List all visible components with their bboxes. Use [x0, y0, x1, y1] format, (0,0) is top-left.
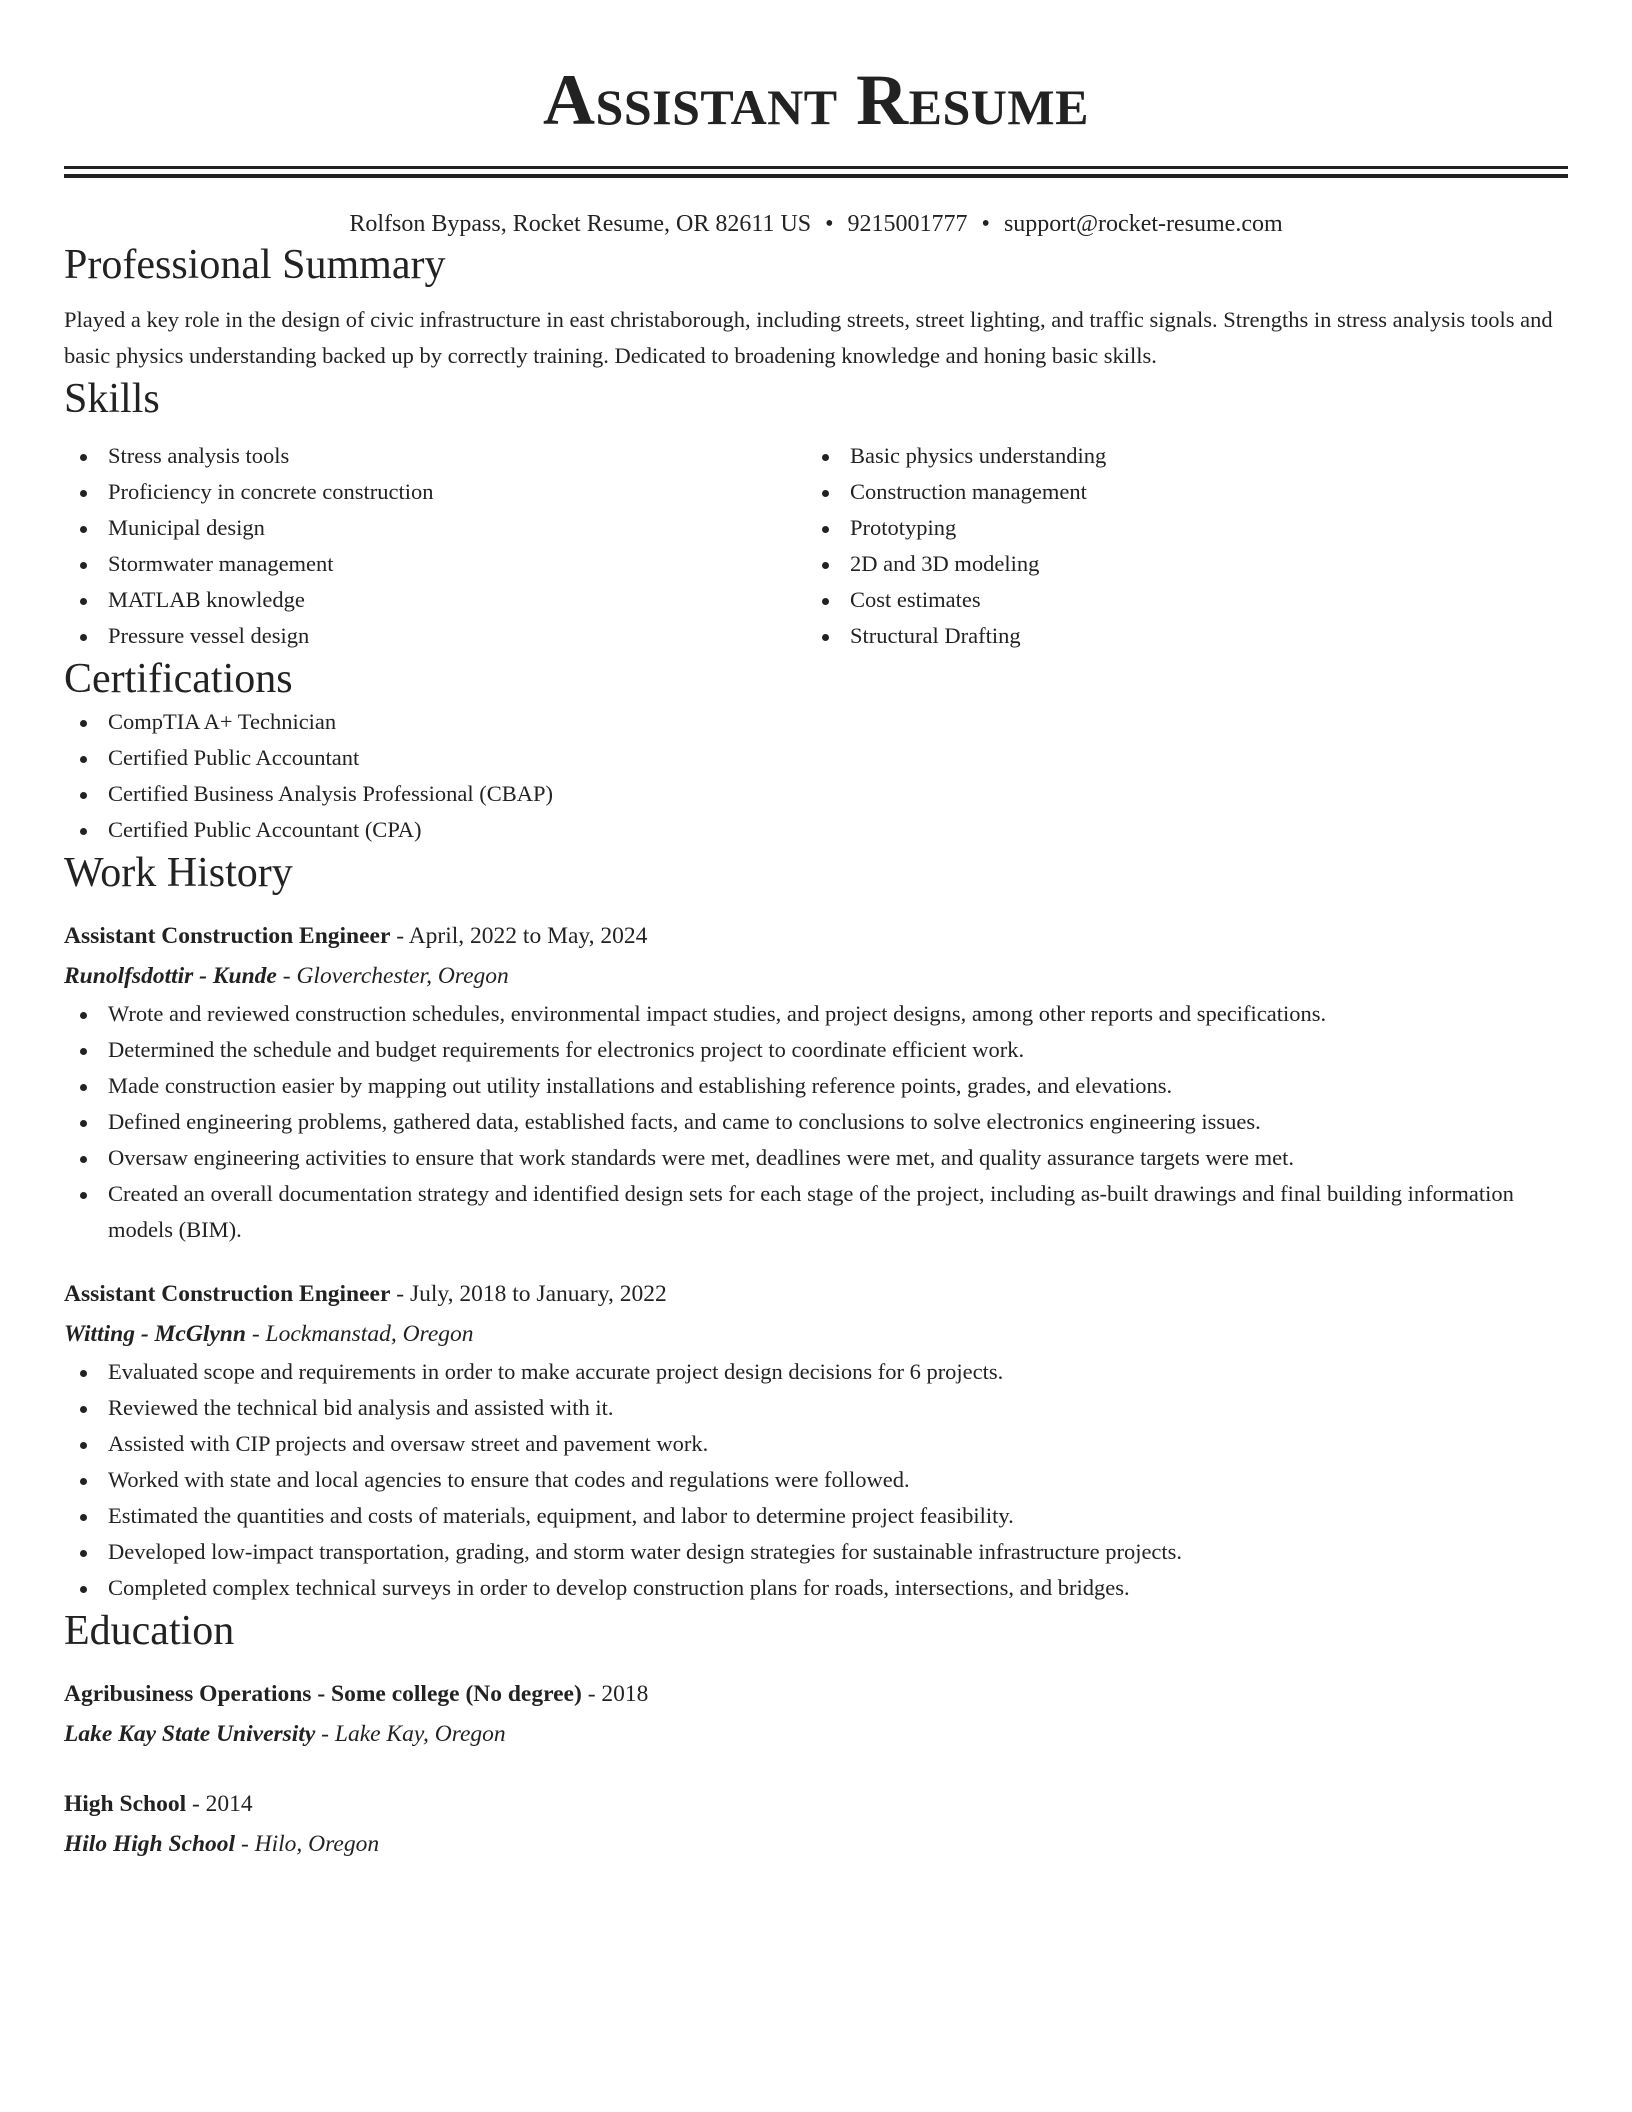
contact-separator: •: [825, 211, 834, 237]
education-location: - Lake Kay, Oregon: [315, 1721, 506, 1747]
job-title: Assistant Construction Engineer: [64, 1281, 391, 1307]
skill-item: Proficiency in concrete construction: [64, 474, 806, 510]
education-year: - 2014: [186, 1791, 253, 1817]
skill-item: Stress analysis tools: [64, 438, 806, 474]
summary-heading: Professional Summary: [64, 242, 446, 288]
contact-separator: •: [981, 211, 990, 237]
education-entry: [64, 1784, 1568, 1864]
skills-list: [64, 438, 1568, 654]
job-duty-item: Defined engineering problems, gathered data, established facts, and came to conclusions to solve electronics engineering issues.: [64, 1104, 1568, 1140]
job-location: - Lockmanstad, Oregon: [245, 1321, 474, 1347]
job-duty-item: Reviewed the technical bid analysis and assisted with it.: [64, 1390, 1568, 1426]
education-year: - 2018: [581, 1681, 649, 1707]
work-history-heading: Work History: [64, 850, 293, 896]
title-divider: [64, 166, 1568, 178]
job-title-line: [64, 1274, 1568, 1314]
resume-title: Assistant Resume: [543, 60, 1089, 140]
certification-item: Certified Public Accountant: [64, 740, 1568, 776]
skill-item: Cost estimates: [806, 582, 1548, 618]
skill-item: MATLAB knowledge: [64, 582, 806, 618]
skills-heading: Skills: [64, 376, 160, 422]
job-duty-item: Developed low-impact transportation, grading, and storm water design strategies for sustainable infrastructure projects.: [64, 1534, 1568, 1570]
education-heading: Education: [64, 1608, 235, 1654]
skill-item: Prototyping: [806, 510, 1548, 546]
contact-line: [64, 208, 1568, 240]
education-degree: High School: [64, 1791, 187, 1817]
job-dates: - July, 2018 to January, 2022: [390, 1281, 667, 1307]
job-title: Assistant Construction Engineer: [64, 923, 391, 949]
education-school: Lake Kay State University: [64, 1721, 316, 1747]
education-school-line: [64, 1714, 1568, 1754]
certification-item: Certified Business Analysis Professional (CBAP): [64, 776, 1568, 812]
job-duty-item: Created an overall documentation strategy and identified design sets for each stage of the project, including as-built drawings and final building information models (BIM).: [64, 1176, 1568, 1248]
certifications-list: [64, 704, 1568, 848]
education-degree: Agribusiness Operations - Some college (No degree): [64, 1681, 582, 1707]
education-degree-line: [64, 1784, 1568, 1824]
skills-column-left: [64, 438, 806, 654]
job-title-line: [64, 916, 1568, 956]
skill-item: Structural Drafting: [806, 618, 1548, 654]
job-duty-item: Completed complex technical surveys in order to develop construction plans for roads, intersections, and bridges.: [64, 1570, 1568, 1606]
job-company: Runolfsdottir - Kunde: [64, 963, 277, 989]
skill-item: Construction management: [806, 474, 1548, 510]
job-duty-item: Worked with state and local agencies to ensure that codes and regulations were followed.: [64, 1462, 1568, 1498]
education-school-line: [64, 1824, 1568, 1864]
certification-item: CompTIA A+ Technician: [64, 704, 1568, 740]
skill-item: Basic physics understanding: [806, 438, 1548, 474]
job-duty-item: Determined the schedule and budget requirements for electronics project to coordinate efficient work.: [64, 1032, 1568, 1068]
job-company-line: [64, 956, 1568, 996]
contact-email: support@rocket-resume.com: [1003, 211, 1283, 237]
contact-address: Rolfson Bypass, Rocket Resume, OR 82611 US: [349, 211, 812, 237]
skill-item: Municipal design: [64, 510, 806, 546]
skill-item: Pressure vessel design: [64, 618, 806, 654]
job-duty-item: Made construction easier by mapping out utility installations and establishing reference points, grades, and elevations.: [64, 1068, 1568, 1104]
job-duty-item: Estimated the quantities and costs of materials, equipment, and labor to determine project feasibility.: [64, 1498, 1568, 1534]
education-location: - Hilo, Oregon: [235, 1831, 380, 1857]
summary-text: Played a key role in the design of civic infrastructure in east christaborough, including streets, street lighting, and traffic signals. Strengths in stress analysis tools and basic physics understanding backed up by correctly training. Dedicated to broadening knowledge and honing basic skills.: [64, 307, 1553, 368]
job-duties-list: [64, 1354, 1568, 1606]
contact-phone: 9215001777: [847, 211, 968, 237]
job-duty-item: Assisted with CIP projects and oversaw street and pavement work.: [64, 1426, 1568, 1462]
job-entry: [64, 1274, 1568, 1606]
education-school: Hilo High School: [64, 1831, 236, 1857]
job-company-line: [64, 1314, 1568, 1354]
skill-item: 2D and 3D modeling: [806, 546, 1548, 582]
job-duty-item: Oversaw engineering activities to ensure that work standards were met, deadlines were met, and quality assurance targets were met.: [64, 1140, 1568, 1176]
certification-item: Certified Public Accountant (CPA): [64, 812, 1568, 848]
job-dates: - April, 2022 to May, 2024: [390, 923, 648, 949]
education-entry: [64, 1674, 1568, 1754]
job-duty-item: Evaluated scope and requirements in order to make accurate project design decisions for 6 projects.: [64, 1354, 1568, 1390]
skill-item: Stormwater management: [64, 546, 806, 582]
job-duty-item: Wrote and reviewed construction schedules, environmental impact studies, and project designs, among other reports and specifications.: [64, 996, 1568, 1032]
job-entry: [64, 916, 1568, 1248]
education-degree-line: [64, 1674, 1568, 1714]
job-duties-list: [64, 996, 1568, 1248]
job-location: - Gloverchester, Oregon: [276, 963, 509, 989]
skills-column-right: [806, 438, 1548, 654]
job-company: Witting - McGlynn: [64, 1321, 246, 1347]
certifications-heading: Certifications: [64, 656, 293, 702]
